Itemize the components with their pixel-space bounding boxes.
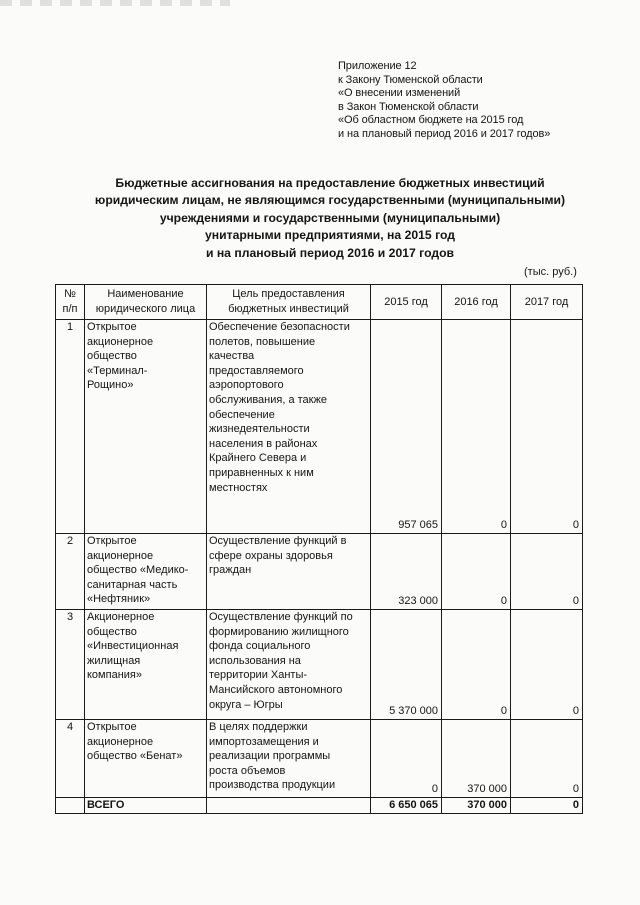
row-entity-name: Открытое акционерное общество «Медико- санитарная часть «Нефтяник» [85, 534, 207, 610]
header-2016: 2016 год [442, 285, 511, 320]
row-2015: 957 065 [371, 320, 442, 534]
row-2016: 370 000 [442, 720, 511, 798]
row-2016: 0 [442, 610, 511, 720]
investments-table [55, 284, 583, 814]
total-2016: 370 000 [442, 798, 511, 814]
total-label: ВСЕГО [85, 798, 207, 814]
header-name: Наименование юридического лица [85, 285, 207, 320]
header-2015: 2015 год [371, 285, 442, 320]
row-num: 4 [56, 720, 85, 798]
row-2015: 323 000 [371, 534, 442, 610]
row-2015: 0 [371, 720, 442, 798]
appendix-line: и на плановый период 2016 и 2017 годов» [338, 127, 551, 140]
appendix-line: к Закону Тюменской области [338, 73, 483, 86]
table-row [56, 720, 583, 798]
table-header-row [56, 285, 583, 320]
title-line: и на плановый период 2016 и 2017 годов [205, 245, 455, 260]
row-num: 2 [56, 534, 85, 610]
scan-artifact [0, 0, 230, 6]
table-row [56, 610, 583, 720]
row-purpose: Осуществление функций в сфере охраны здоровья граждан [207, 534, 371, 610]
total-2017: 0 [511, 798, 583, 814]
row-purpose: Осуществление функций по формированию жилищного фонда социального использования на территории Ханты- Мансийского автономного округа – Югры [207, 610, 371, 720]
row-2017: 0 [511, 320, 583, 534]
header-2017: 2017 год [511, 285, 583, 320]
table-row [56, 534, 583, 610]
appendix-line: «Об областном бюджете на 2015 год [338, 114, 524, 127]
document-title [70, 175, 590, 262]
row-2017: 0 [511, 720, 583, 798]
header-purpose: Цель предоставления бюджетных инвестиций [207, 285, 371, 320]
row-2016: 0 [442, 534, 511, 610]
row-2016: 0 [442, 320, 511, 534]
row-2015: 5 370 000 [371, 610, 442, 720]
appendix-line: в Закон Тюменской области [338, 100, 479, 113]
total-2015: 6 650 065 [371, 798, 442, 814]
units-label: (тыс. руб.) [524, 266, 577, 278]
row-purpose: В целях поддержки импортозамещения и реализации программы роста объемов производства продукции [207, 720, 371, 798]
table-row [56, 320, 583, 534]
total-purpose-cell [207, 798, 371, 814]
row-num: 3 [56, 610, 85, 720]
row-purpose: Обеспечение безопасности полетов, повышение качества предоставляемого аэропортового обслуживания, а также обеспечение жизнедеятельности населения в районах Крайнего Севера и приравненных к ним местностях [207, 320, 371, 534]
total-num-cell [56, 798, 85, 814]
appendix-line: Приложение 12 [338, 60, 417, 72]
title-line: юридическим лицам, не являющимся государственными (муниципальными) [94, 193, 566, 208]
row-entity-name: Акционерное общество «Инвестиционная жилищная компания» [85, 610, 207, 720]
row-num: 1 [56, 320, 85, 534]
title-line: учреждениями и государственными (муниципальными) [159, 210, 501, 225]
total-row [56, 798, 583, 814]
appendix-note [338, 60, 638, 142]
row-2017: 0 [511, 610, 583, 720]
row-entity-name: Открытое акционерное общество «Бенат» [85, 720, 207, 798]
row-entity-name: Открытое акционерное общество «Терминал- Рощино» [85, 320, 207, 534]
title-line: Бюджетные ассигнования на предоставление бюджетных инвестиций [115, 176, 545, 190]
appendix-line: «О внесении изменений [338, 87, 461, 100]
title-line: унитарными предприятиями, на 2015 год [204, 228, 456, 243]
row-2017: 0 [511, 534, 583, 610]
header-num: № п/п [56, 285, 85, 320]
